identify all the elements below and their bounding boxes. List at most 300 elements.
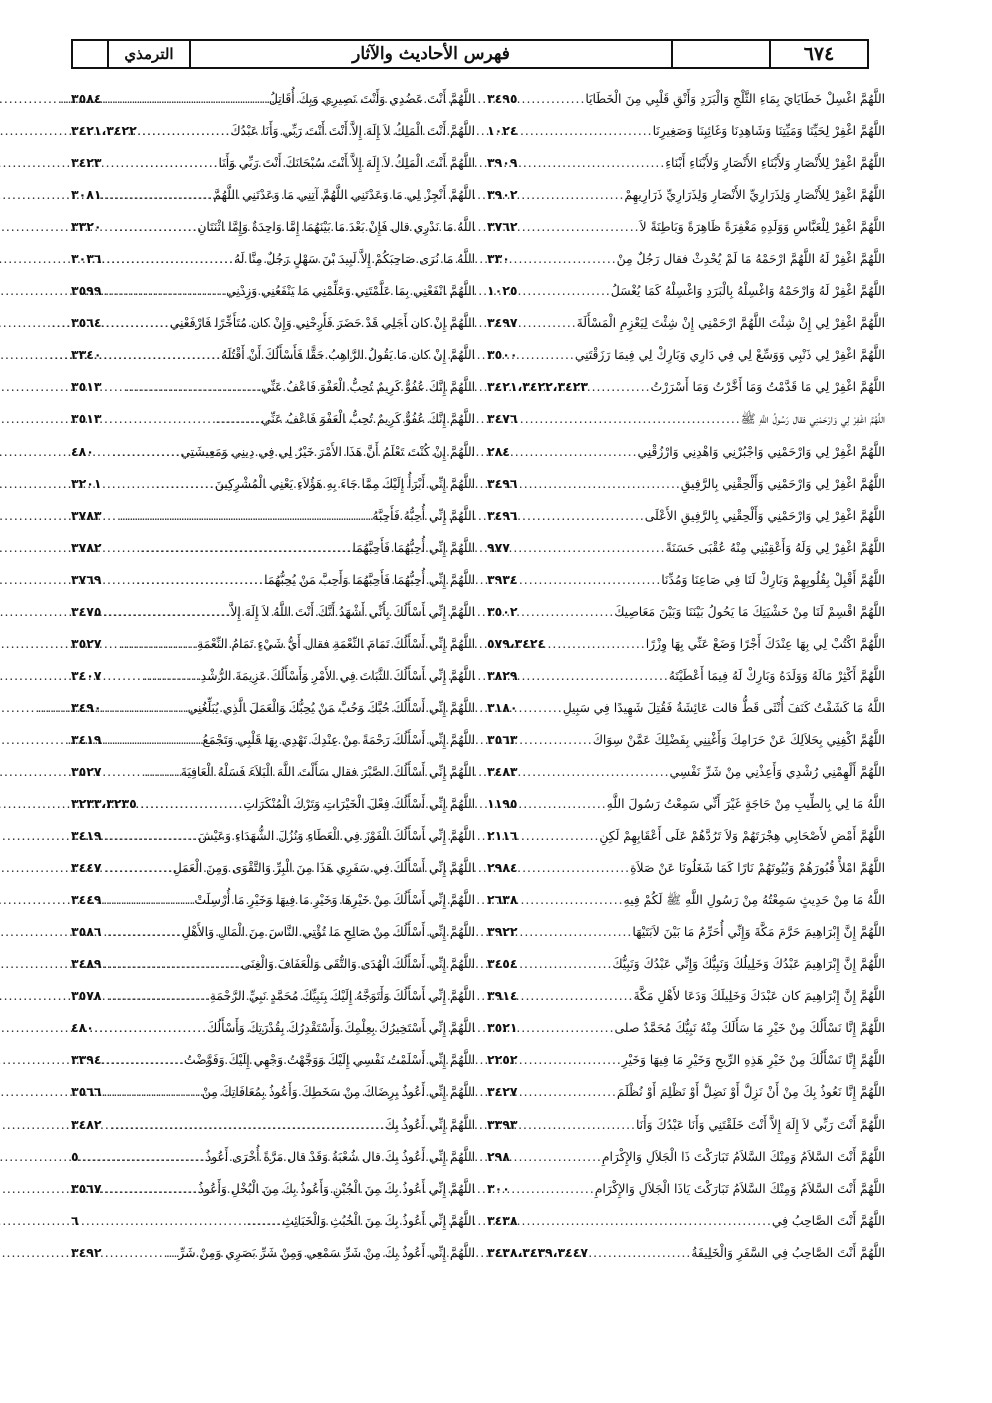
entry-text: اللَّهُمَّ إِنِّي أَسْأَلُكَ الْهُدَى وَالتُّقَى وَالْعَفَافَ وَالْغِنَى xyxy=(240,957,475,972)
entry-text: اللَّهُمَّ اغْفِرْ لِي وَلَهُ وَأَعْقِبْنِي مِنْهُ عُقْبَى حَسَنَةً xyxy=(665,540,885,555)
entry-reference-number: ٦ xyxy=(71,1212,79,1228)
right-column xyxy=(487,83,885,1283)
index-entry xyxy=(71,980,475,1012)
leader-dots xyxy=(547,628,646,660)
leader-dots xyxy=(520,468,681,500)
entry-reference-number: ٢٢٥٢ xyxy=(487,1052,518,1068)
index-entry xyxy=(71,468,475,500)
entry-reference-number: ٣٤٨٩ xyxy=(71,956,102,972)
entry-text: اللَّهُمَّ إِنْ كان أَجَلِي قَدْ حَضَرَ فَأَرِحْنِي وَإِنْ كان مُتَأَخِّرًا فَارْفَعْنِي xyxy=(169,316,475,331)
entry-text: اللَّهُمَّ إِنِّي أَعُوذُ بِكَ xyxy=(384,1117,475,1132)
entry-text: اللَّهُمَّ أَنْجِزْ لِي مَا وَعَدْتَنِي اللَّهُمَّ آتِنِي مَا وَعَدْتَنِي اللَّهُمَّ xyxy=(213,188,475,203)
index-entry xyxy=(487,852,885,884)
leader-dots xyxy=(520,179,625,211)
entry-text: اللَّهُمَّ أَنْتَ رَبِّي لاَ إِلَهَ إِلاَّ أَنْتَ خَلَقْتَنِي وَأَنَا عَبْدُكَ وَأَنَا xyxy=(635,1117,885,1132)
entry-reference-number: ٢٩٨ xyxy=(487,1148,510,1164)
entry-reference-number: ٣٤٥٤ xyxy=(487,956,518,972)
index-entry xyxy=(487,948,885,980)
entry-text: اللَّهُ مَا كَشَفْتُ كَنَفَ أُنْثَى قَطُّ قالت عَائِشَةُ فَقُتِلَ شَهِيدًا فِي سَبِيلِ xyxy=(562,700,885,715)
index-entry xyxy=(71,692,475,724)
entry-text: اللَّهُمَّ إِنِّي أَسْأَلُكَ حُبَّكَ وَحُبَّ مَنْ يُحِبُّكَ وَالْعَمَلَ الَّذِي يُبَلِّغُنِي xyxy=(187,700,475,715)
entry-reference-number: ٥٧٩،٣٤٢٤ xyxy=(487,635,546,651)
leader-dots xyxy=(104,371,262,403)
entry-reference-number: ٣٨٢٩ xyxy=(487,667,518,683)
entry-text: اللَّهُمَّ اغْفِرْ لِي إِنْ شِئْتَ اللَّهُمَّ ارْحَمْنِي إِنْ شِئْتَ لِيَعْزِمِ الْمَسْأَلَةَ xyxy=(576,316,885,331)
entry-text: اللَّهُمَّ اقْسِمْ لَنَا مِنْ خَشْيَتِكَ مَا يَحُولُ بَيْنَنَا وَبَيْنَ مَعَاصِيكَ xyxy=(614,604,885,619)
entry-reference-number: ٣٥٠٠ xyxy=(487,347,518,363)
entry-reference-number: ٥ xyxy=(71,1148,79,1164)
entry-text: اللَّهُمَّ اكْتُبْ لِي بِهَا عِنْدَكَ أَجْرًا وَضَعْ عَنِّي بِهَا وِزْرًا xyxy=(645,636,885,651)
entry-text: اللَّهُ مَا نُرَى صَاحِبَكُمْ إِلاَّ لَبِيدَ بْنَ سَهْلٍ رَجُلٌ مِنَّا لَهُ xyxy=(234,252,475,267)
leader-dots xyxy=(520,211,640,243)
leader-dots xyxy=(104,948,241,980)
index-entry xyxy=(71,83,475,115)
entry-reference-number: ٣٩٣٤ xyxy=(487,571,518,587)
entry-text: اللَّهُمَّ إِنِّي أُحِبُّهُمَا فَأَحِبَّهُمَا وَأَحِبَّ مَنْ يُحِبُّهُمَا xyxy=(264,572,475,587)
index-entry xyxy=(487,468,885,500)
entry-text: اللَّهُمَّ إِنِّي أَبْرَأُ إِلَيْكَ مِمَّا جَاءَ بِهِ هَؤُلاَءِ يَعْنِي الْمُشْرِكِينَ xyxy=(214,476,475,491)
entry-text: اللَّهُمَّ إِنِّي أَسْأَلُكَ الْفَوْزَ فِي الْعَطَاءِ وَنُزُلَ الشُّهَدَاءِ وَعَيْشَ xyxy=(198,829,475,844)
leader-dots xyxy=(104,564,265,596)
entry-reference-number: ٣٤٣٨،٣٤٣٩،٣٤٤٧ xyxy=(487,1244,589,1260)
entry-text: اللَّهُمَّ اغْفِرْ لَهُ اللَّهُمَّ ارْحَمْهُ مَا لَمْ يُحْدِثْ فقال رَجُلٌ مِنْ xyxy=(616,252,885,267)
entry-text: اللَّهُمَّ اغْفِرْ لَهُ وَارْحَمْهُ وَاغْسِلْهُ بِالْبَرَدِ وَاغْسِلْهُ كَمَا يُغْسَلُ xyxy=(610,284,885,299)
entry-text: اللَّهُمَّ إِنِّي أَسْلَمْتُ نَفْسِي إِلَيْكَ وَوَجَّهْتُ وَجْهِي إِلَيْكَ وَفَوَّضْتُ xyxy=(183,1053,475,1068)
leader-dots xyxy=(520,275,611,307)
entry-text: اللَّهُمَّ إِنَّ إِبْرَاهِيمَ كان عَبْدَكَ وَخَلِيلَكَ وَدَعَا لأَهْلِ مَكَّةَ xyxy=(633,989,885,1004)
leader-dots xyxy=(104,852,173,884)
entry-reference-number: ٣١٨٠ xyxy=(487,699,518,715)
entry-reference-number: ٣٤١٩ xyxy=(71,828,102,844)
index-entry xyxy=(71,948,475,980)
entry-text: اللَّهُمَّ أَقْبِلْ بِقُلُوبِهِمْ وَبَارِكْ لَنَا فِي صَاعِنَا وَمُدِّنَا xyxy=(661,572,885,587)
entry-text: اللَّهُمَّ أَنْتَ عَضُدِي وَأَنْتَ نَصِيرِي وَبِكَ أُقَاتِلُ xyxy=(268,92,475,106)
entry-reference-number: ٣٧٦٩ xyxy=(71,571,102,587)
entry-text: اللَّهُمَّ امْلأْ قُبُورَهُمْ وَبُيُوتَهُمْ نَارًا كَمَا شَغَلُونَا عَنْ صَلاَةِ xyxy=(630,861,885,876)
entry-reference-number: ٤٨٠ xyxy=(71,1020,94,1036)
entry-reference-number: ٣٤٧٥ xyxy=(71,603,102,619)
index-entry xyxy=(487,1205,885,1237)
entry-text: اللَّهُمَّ إِنِّي أَعُوذُ بِكَ مِنْ شَرِّ سَمْعِي وَمِنْ شَرِّ بَصَرِي وَمِنْ شَرِّ xyxy=(178,1245,475,1260)
entry-reference-number: ٣٥٦٣ xyxy=(487,731,518,747)
entry-text: اللَّهُمَّ إِنَّ إِبْرَاهِيمَ حَرَّمَ مَكَّةَ وَإِنِّي أُحَرِّمُ مَا بَيْنَ لاَبَتَيْهَا xyxy=(632,925,885,940)
index-entry xyxy=(487,403,885,435)
leader-dots xyxy=(520,980,634,1012)
leader-dots xyxy=(104,403,262,435)
leader-dots xyxy=(104,307,170,339)
entry-reference-number: ١٠٢٥ xyxy=(487,283,518,299)
leader-dots xyxy=(520,820,600,852)
leader-dots xyxy=(104,1237,179,1269)
entry-text: اللَّهُمَّ إِنِّي أَسْأَلُكَ فِي سَفَرِي هَذَا مِنَ الْبِرِّ وَالتَّقْوَى وَمِنَ الْعَمَلِ xyxy=(172,861,475,876)
index-entry xyxy=(71,211,475,243)
leader-dots xyxy=(520,884,624,916)
leader-dots xyxy=(104,179,214,211)
index-entry xyxy=(487,275,885,307)
index-entry xyxy=(487,307,885,339)
leader-dots xyxy=(520,564,662,596)
leader-dots xyxy=(104,275,227,307)
leader-dots xyxy=(104,756,181,788)
leader-dots xyxy=(520,948,613,980)
entry-text: اللَّهُمَّ إِنْ كان مَا يَقُولُ الرَّاهِبُ حَقًّا فَأَسْأَلُكَ أَنْ أَقْتُلَهُ xyxy=(220,348,475,363)
leader-dots xyxy=(520,83,586,115)
entry-reference-number: ٣٥٧٨ xyxy=(71,988,102,1004)
leader-dots xyxy=(104,628,198,660)
leader-dots xyxy=(590,371,650,403)
leader-dots xyxy=(139,115,231,147)
header-blank-cell xyxy=(671,41,769,67)
entry-text: اللَّهُمَّ اغْفِرْ لِي ذَنْبِي وَوَسِّعْ لِي فِي دَارِي وَبَارِكْ لِي فِيمَا رَزَقْتَنِي xyxy=(574,348,885,363)
leader-dots xyxy=(512,532,666,564)
entry-text: اللَّهُمَّ أَنْتَ الْمَلِكُ لاَ إِلَهَ إِلاَّ أَنْتَ أَنْتَ رَبِّي وَأَنَا عَبْدُكَ xyxy=(230,124,475,139)
leader-dots xyxy=(520,724,593,756)
index-entry xyxy=(71,564,475,596)
entry-text: اللَّهُ مَا لِي بِالطِّيبِ مِنْ حَاجَةٍ غَيْرَ أَنِّي سَمِعْتُ رَسُولَ اللَّهِ xyxy=(606,797,885,812)
leader-dots xyxy=(104,660,201,692)
entry-text: اللَّهُمَّ إِنِّي أَسْأَلُكَ فِعْلَ الْخَيْرَاتِ وَتَرْكَ الْمُنْكَرَاتِ xyxy=(243,797,475,812)
entry-text: اللَّهُمَّ إِنِّي أَسْأَلُكَ الصَّبْرَ فقال سَأَلْتَ اللَّهَ الْبَلاَءَ فَسَلْهُ الْعَافِيَةَ xyxy=(180,764,475,779)
entry-reference-number: ٣٠٨١ xyxy=(71,187,102,203)
index-entry xyxy=(71,1044,475,1076)
leader-dots xyxy=(520,115,653,147)
leader-dots xyxy=(104,724,203,756)
index-entry xyxy=(487,1173,885,1205)
entry-text: اللَّهُ مَا نَدْرِي قال فَإِنْ بَعْدَ مَا بَيْنَهُمَا إِمَّا وَاحِدَةٌ وَإِمَّا اثْنَتَانِ xyxy=(197,220,475,235)
index-entry xyxy=(71,436,475,468)
entry-reference-number: ٣٣٩٣ xyxy=(487,1116,518,1132)
entry-text: اللَّهُمَّ إِنَّا نَسْأَلُكَ مِنْ خَيْرِ مَا سَأَلَكَ مِنْهُ نَبِيُّكَ مُحَمَّدٌ صلى xyxy=(614,1021,885,1036)
entry-reference-number: ٣٤٢١،٣٤٢٢ xyxy=(71,123,137,139)
index-entry xyxy=(487,1141,885,1173)
index-entry xyxy=(71,1205,475,1237)
entry-text: اللَّهُمَّ اغْفِرْ لِلْعَبَّاسِ وَوَلَدِهِ مَغْفِرَةً ظَاهِرَةً وَبَاطِنَةً لاَ xyxy=(639,220,885,235)
entry-reference-number: ٣٥٨٤ xyxy=(71,91,102,106)
leader-dots xyxy=(520,403,741,435)
leader-dots xyxy=(520,852,631,884)
entry-text: اللَّهُمَّ إِنِّي أُحِبُّهُ فَأَحِبَّهُ xyxy=(372,508,475,523)
entry-text: اللَّهُمَّ إِنَّا نَسْأَلُكَ مِنْ خَيْرِ هَذِهِ الرِّيحِ وَخَيْرِ مَا فِيهَا وَخَيْرِ xyxy=(621,1053,885,1068)
entry-reference-number: ٣٤٩٦ xyxy=(487,507,518,523)
entry-reference-number: ٣٤٩٦ xyxy=(487,475,518,491)
leader-dots xyxy=(104,83,269,115)
entry-text: اللَّهُمَّ اغْفِرْ لِي وَارْحَمْنِي وَأَلْحِقْنِي بِالرَّفِيقِ الأَعْلَى xyxy=(644,508,885,523)
entry-text: اللَّهُمَّ أَنْتَ الصَّاحِبُ فِي السَّفَرِ وَالْخَلِيفَةُ xyxy=(691,1245,885,1260)
entry-reference-number: ١١٩٥ xyxy=(487,796,518,812)
entry-text: اللَّهُمَّ أَمْضِ لأَصْحَابِي هِجْرَتَهُمْ وَلاَ تَرُدَّهُمْ عَلَى أَعْقَابِهِمْ لَكِنِ xyxy=(599,829,885,844)
leader-dots xyxy=(520,1044,622,1076)
entry-text: اللَّهُمَّ انْفَعْنِي بِمَا عَلَّمْتَنِي وَعَلِّمْنِي مَا يَنْفَعُنِي وَزِدْنِي xyxy=(226,284,475,299)
leader-dots xyxy=(104,1076,202,1108)
entry-reference-number: ٣٤٤٩ xyxy=(71,892,102,908)
leader-dots xyxy=(512,1173,595,1205)
entry-reference-number: ٣٥١٣ xyxy=(71,411,102,427)
leader-dots xyxy=(81,1141,206,1173)
index-entry xyxy=(487,179,885,211)
entry-reference-number: ٣٤١٩ xyxy=(71,731,102,747)
entry-reference-number: ٣٤٩٧ xyxy=(487,315,518,331)
leader-dots xyxy=(104,1044,184,1076)
leader-dots xyxy=(520,596,615,628)
entry-reference-number: ٣٧٨٢ xyxy=(71,539,102,555)
index-entry xyxy=(71,788,475,820)
index-entry xyxy=(71,756,475,788)
index-entry xyxy=(71,532,475,564)
leader-dots xyxy=(520,756,670,788)
entry-reference-number: ٣٤٢١،٣٤٢٢،٣٤٢٣ xyxy=(487,379,589,395)
entry-reference-number: ٣٢٠١ xyxy=(71,475,102,491)
index-entry xyxy=(71,1012,475,1044)
index-entry xyxy=(487,564,885,596)
entry-reference-number: ٣٤٩٥ xyxy=(487,91,518,106)
leader-dots xyxy=(590,1237,691,1269)
entry-text: اللَّهُمَّ اغْفِرْ لِي وَارْحَمْنِي وَاجْبُرْنِي وَاهْدِنِي وَارْزُقْنِي xyxy=(637,444,885,459)
index-entry xyxy=(71,820,475,852)
entry-text: اللَّهُمَّ أَنْتَ الصَّاحِبُ فِي xyxy=(771,1213,885,1228)
entry-text: اللَّهُمَّ اغْفِرْ لِلأَنْصَارِ وَلأَبْنَاءِ الأَنْصَارِ وَلأَبْنَاءِ أَبْنَاءِ xyxy=(665,156,885,171)
entry-reference-number: ٣٥٦٤ xyxy=(71,315,102,331)
index-entry xyxy=(487,147,885,179)
entry-reference-number: ٣٠٠ xyxy=(487,1180,510,1196)
book-name: الترمذي xyxy=(107,41,189,67)
index-entry xyxy=(71,1076,475,1108)
index-entry xyxy=(71,724,475,756)
index-entry xyxy=(71,1173,475,1205)
entry-text: اللَّهُمَّ إِنِّي أَسْأَلُكَ تَمَامَ النِّعْمَةِ فقال أَيُّ شَيْءٍ تَمَامُ النِّعْمَةِ xyxy=(197,636,475,651)
entry-reference-number: ٣٤٠٧ xyxy=(71,667,102,683)
leader-dots xyxy=(520,500,645,532)
entry-text: اللَّهُمَّ إِنْ كُنْتَ تَعْلَمُ أَنَّ هَذَا الأَمْرَ خَيْرٌ لِي فِي دِينِي وَمَعِيشَتِي xyxy=(180,444,475,459)
index-entry xyxy=(71,916,475,948)
index-entry xyxy=(71,500,475,532)
entry-reference-number: ٣٩٢٢ xyxy=(487,924,518,940)
index-entry xyxy=(487,1237,885,1269)
leader-dots xyxy=(520,1109,636,1141)
leader-dots xyxy=(520,692,563,724)
entry-text: اللَّهُمَّ اغْفِرْ لِحَيِّنَا وَمَيِّتِنَا وَشَاهِدِنَا وَغَائِبِنَا وَصَغِيرِنَا xyxy=(652,124,885,139)
index-entry xyxy=(487,1012,885,1044)
index-entry xyxy=(487,756,885,788)
leader-dots xyxy=(104,916,182,948)
index-entry xyxy=(487,628,885,660)
entry-reference-number: ٣٧٨٣ xyxy=(71,507,102,523)
entry-reference-number: ٣٥٢١ xyxy=(487,1020,518,1036)
leader-dots xyxy=(104,147,219,179)
page-header xyxy=(71,39,869,69)
leader-dots xyxy=(96,436,181,468)
leader-dots xyxy=(520,147,666,179)
entry-reference-number: ٢١١٦ xyxy=(487,828,518,844)
index-entry xyxy=(71,1237,475,1269)
leader-dots xyxy=(104,820,199,852)
entry-text: اللَّهُمَّ اغْفِرْ لِي وَارْحَمْنِي وَأَلْحِقْنِي بِالرَّفِيقِ xyxy=(680,476,885,491)
entry-reference-number: ٣٥٨٦ xyxy=(71,924,102,940)
leader-dots xyxy=(520,307,577,339)
index-entry xyxy=(487,820,885,852)
entry-text: اللَّهُمَّ إِنَّ إِبْرَاهِيمَ عَبْدُكَ وَخَلِيلُكَ وَنَبِيُّكَ وَإِنِّي عَبْدُكَ وَنَبِيُّكَ xyxy=(612,957,885,972)
entry-reference-number: ٣٥٦٧ xyxy=(71,1180,102,1196)
entry-text: اللَّهُمَّ أَكْثِرْ مَالَهُ وَوَلَدَهُ وَبَارِكْ لَهُ فِيمَا أَعْطَيْتَهُ xyxy=(668,668,885,683)
index-entry xyxy=(487,1109,885,1141)
entry-text: اللَّهُمَّ إِنَّكَ عُفُوٌّ كَرِيمٌ تُحِبُّ الْعَفْوَ فَاعْفُ عَنِّي xyxy=(261,412,475,427)
entry-text: اللَّهُمَّ إِنِّي أَسْأَلُكَ مِنْ خَيْرِهَا وَخَيْرِ مَا فِيهَا وَخَيْرِ مَا أُرْسِلَتْ xyxy=(194,893,475,908)
index-entry xyxy=(487,436,885,468)
entry-reference-number: ٣٤٩٠ xyxy=(71,699,102,715)
entry-reference-number: ٩٧٧ xyxy=(487,539,510,555)
entry-text: اللَّهُمَّ إِنِّي أَسْأَلُكَ مِنْ صَالِحِ مَا تُؤْتِي النَّاسَ مِنَ الْمَالِ وَالأَهْلِ xyxy=(181,925,475,940)
index-entry xyxy=(71,339,475,371)
entry-reference-number: ٣٥٦٦ xyxy=(71,1084,102,1100)
entry-reference-number: ٣٣٤٠ xyxy=(71,347,102,363)
leader-dots xyxy=(512,436,638,468)
leader-dots xyxy=(96,1012,207,1044)
leader-dots xyxy=(104,339,221,371)
leader-dots xyxy=(81,1205,283,1237)
leader-dots xyxy=(104,500,373,532)
index-entry xyxy=(487,788,885,820)
index-entry xyxy=(487,339,885,371)
entry-text: اللَّهُمَّ أَنْتَ الْمَلِكُ لاَ إِلَهَ إِلاَّ أَنْتَ سُبْحَانَكَ أَنْتَ رَبِّي وَأَنَا xyxy=(218,156,475,171)
index-entry xyxy=(487,243,885,275)
page-title: فهرس الأحاديث والآثار xyxy=(189,41,671,67)
entry-text: اللَّهُمَّ إِنِّي أَسْأَلُكَ الثَّبَاتَ فِي الأَمْرِ وَأَسْأَلُكَ عَزِيمَةَ الرُّشْدِ xyxy=(200,668,475,683)
entry-text: اللَّهُمَّ إِنَّكَ عُفُوٌّ كَرِيمٌ تُحِبُّ الْعَفْوَ فَاعْفُ عَنِّي xyxy=(261,380,475,395)
entry-reference-number: ٣٩٠٢ xyxy=(487,187,518,203)
entry-reference-number: ٣٠٣٦ xyxy=(71,251,102,267)
index-entry xyxy=(71,403,475,435)
entry-reference-number: ٣٤٩٢ xyxy=(71,1244,102,1260)
entry-text: اللَّهُمَّ إِنِّي أَسْأَلُكَ رَحْمَةً مِنْ عِنْدِكَ تَهْدِي بِهَا قَلْبِي وَتَجْمَعُ xyxy=(202,732,475,747)
entry-reference-number: ٣٢٣٣،٣٢٣٥ xyxy=(71,796,137,812)
index-entry xyxy=(487,660,885,692)
entry-text: اللَّهُمَّ اغْفِرْ لِي مَا قَدَّمْتُ وَمَا أَخَّرْتُ وَمَا أَسْرَرْتُ xyxy=(650,380,885,395)
index-entry xyxy=(71,179,475,211)
index-entry xyxy=(71,660,475,692)
leader-dots xyxy=(104,596,231,628)
leader-dots xyxy=(520,660,669,692)
entry-reference-number: ٣٥٢٧ xyxy=(71,635,102,651)
entry-reference-number: ٣٥١٣ xyxy=(71,379,102,395)
entry-reference-number: ٣٤٤٧ xyxy=(71,860,102,876)
leader-dots xyxy=(139,788,243,820)
entry-text: اللَّهُمَّ إِنِّي أَسْأَلُكَ وَأَتَوَجَّهُ إِلَيْكَ بِنَبِيِّكَ مُحَمَّدٍ نَبِيِّ الرَّحْمَةِ xyxy=(209,989,475,1004)
entry-reference-number: ٣٣٠ xyxy=(487,251,510,267)
leader-dots xyxy=(104,884,195,916)
entry-text: اللَّهُمَّ أَنْتَ السَّلاَمُ وَمِنْكَ السَّلاَمُ تَبَارَكْتَ يَاذَا الْجَلاَلِ وَالإِكْرَامِ xyxy=(594,1181,885,1196)
entry-reference-number: ٣٤٧٦ xyxy=(487,411,518,427)
leader-dots xyxy=(104,532,353,564)
leader-dots xyxy=(520,339,575,371)
index-entry xyxy=(71,147,475,179)
entry-text: اللَّهُمَّ اغْفِرْ لِي وَارْحَمْنِي فقال رَسُولُ اللَّهِ ﷺ xyxy=(740,412,885,427)
index-entry xyxy=(487,596,885,628)
index-entry xyxy=(71,275,475,307)
entry-reference-number: ٣٤٨٢ xyxy=(71,1116,102,1132)
leader-dots xyxy=(520,1076,617,1108)
entry-reference-number: ٣٣٩٤ xyxy=(71,1052,102,1068)
entry-reference-number: ٣٥٠٢ xyxy=(487,603,518,619)
entry-reference-number: ٤٨٠ xyxy=(71,443,94,459)
entry-reference-number: ٣٥٩٩ xyxy=(71,283,102,299)
entry-reference-number: ٣٤٨٣ xyxy=(487,763,518,779)
entry-text: اللَّهُمَّ إِنِّي أَعُوذُ بِكَ قال شُعْبَةُ وَقَدْ قال مَرَّةً أُخْرَى أَعُوذُ xyxy=(205,1149,475,1164)
leader-dots xyxy=(520,788,607,820)
entry-reference-number: ١٠٢٤ xyxy=(487,123,518,139)
entry-reference-number: ٣٣٢٠ xyxy=(71,219,102,235)
index-entry xyxy=(71,371,475,403)
index-entry xyxy=(487,692,885,724)
entry-reference-number: ٢٦٣٨ xyxy=(487,892,518,908)
entry-text: اللَّهُمَّ أَلْهِمْنِي رُشْدِي وَأَعِذْنِي مِنْ شَرِّ نَفْسِي xyxy=(669,764,885,779)
leader-dots xyxy=(104,211,198,243)
entry-text: اللَّهُمَّ أَنْتَ السَّلاَمُ وَمِنْكَ السَّلاَمُ تَبَارَكْتَ ذَا الْجَلاَلِ وَالإِكْرَامِ xyxy=(601,1149,885,1164)
index-entry xyxy=(487,1076,885,1108)
index-entry xyxy=(71,115,475,147)
entry-text: اللَّهُمَّ إِنِّي أُحِبُّهُمَا فَأَحِبَّهُمَا xyxy=(352,540,475,555)
entry-reference-number: ٣٩٠٩ xyxy=(487,155,518,171)
entry-reference-number: ٣٥٢٧ xyxy=(71,763,102,779)
entry-text: اللَّهُمَّ اكْفِنِي بِحَلاَلِكَ عَنْ حَرَامِكَ وَأَغْنِنِي بِفَضْلِكَ عَمَّنْ سِوَاكَ xyxy=(592,732,885,747)
entry-reference-number: ٣٧٦٢ xyxy=(487,219,518,235)
leader-dots xyxy=(104,468,215,500)
leader-dots xyxy=(520,916,633,948)
entry-reference-number: ٣٤٢٧ xyxy=(487,1084,518,1100)
leader-dots xyxy=(104,1173,199,1205)
index-entry xyxy=(487,83,885,115)
index-entry xyxy=(71,1109,475,1141)
index-entry xyxy=(487,884,885,916)
index-entry xyxy=(71,307,475,339)
index-entry xyxy=(71,884,475,916)
index-entry xyxy=(487,211,885,243)
entry-reference-number: ٣٤٣٨ xyxy=(487,1212,518,1228)
entry-text: اللَّهُمَّ اغْفِرْ لِلأَنْصَارِ وَلِذَرَارِيِّ الأَنْصَارِ وَلِذَرَارِيِّ ذَرَارِيهِمْ xyxy=(624,188,885,203)
index-entry xyxy=(487,371,885,403)
entry-text: اللَّهُمَّ إِنِّي أَعُوذُ بِرِضَاكَ مِنْ سَخَطِكَ وَأَعُوذُ بِمُعَافَاتِكَ مِنْ xyxy=(201,1085,475,1100)
leader-dots xyxy=(104,1109,385,1141)
entry-text: اللَّهُمَّ إِنِّي أَعُوذُ بِكَ مِنَ الْجُبْنِ وَأَعُوذُ بِكَ مِنَ الْبُخْلِ وَأَعُوذُ xyxy=(198,1181,475,1196)
index-entry xyxy=(487,980,885,1012)
index-entry xyxy=(71,596,475,628)
index-entry xyxy=(487,532,885,564)
entry-reference-number: ٣٩١٤ xyxy=(487,988,518,1004)
index-entry xyxy=(71,1141,475,1173)
entry-text: اللَّهُمَّ إِنَّا نَعُوذُ بِكَ مِنْ أَنْ نَزِلَّ أَوْ نَضِلَّ أَوْ نَظْلِمَ أَوْ نُظْلَمَ xyxy=(616,1085,885,1100)
page-number: ٦٧٤ xyxy=(769,41,867,67)
leader-dots xyxy=(104,692,188,724)
index-entry xyxy=(487,500,885,532)
leader-dots xyxy=(520,1012,615,1044)
index-entry xyxy=(71,852,475,884)
entry-text: اللَّهُ مَا مِنْ حَدِيثٍ سَمِعْتُهُ مِنْ رَسُولِ اللَّهِ ﷺ لَكُمْ فِيهِ xyxy=(623,893,885,908)
entry-text: اللَّهُمَّ اغْسِلْ خَطَايَايَ بِمَاءِ الثَّلْجِ وَالْبَرَدِ وَأَنْقِ قَلْبِي مِنَ الْخَطَايَا xyxy=(585,92,885,106)
leader-dots xyxy=(104,980,210,1012)
index-entry xyxy=(487,115,885,147)
left-column xyxy=(71,83,475,1283)
leader-dots xyxy=(512,1141,602,1173)
entry-reference-number: ٢٨٤ xyxy=(487,443,510,459)
entry-text: اللَّهُمَّ إِنِّي أَسْأَلُكَ بِأَنِّي أَشْهَدُ أَنَّكَ أَنْتَ اللَّهُ لاَ إِلَهَ إِلاَّ xyxy=(230,604,475,619)
entry-reference-number: ٢٩٨٤ xyxy=(487,860,518,876)
index-entry xyxy=(487,916,885,948)
index-entry xyxy=(487,1044,885,1076)
entry-text: اللَّهُمَّ إِنِّي أَعُوذُ بِكَ مِنَ الْخُبُثِ وَالْخَبَائِثِ xyxy=(282,1213,475,1228)
header-blank-cell xyxy=(73,41,107,67)
leader-dots xyxy=(512,243,617,275)
index-entry xyxy=(71,243,475,275)
index-entry xyxy=(487,724,885,756)
entry-reference-number: ٣٤٢٣ xyxy=(71,155,102,171)
